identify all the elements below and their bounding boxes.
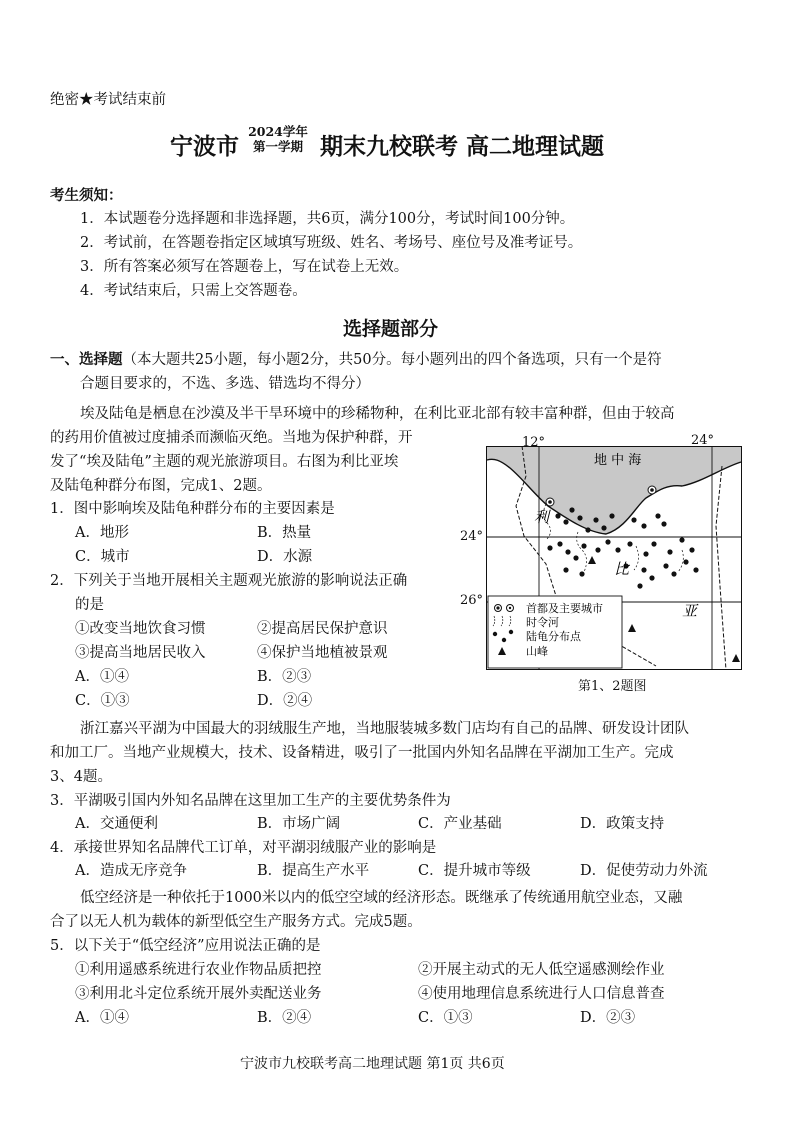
q5-stem: 5．以下关于“低空经济”应用说法正确的是 bbox=[50, 938, 321, 954]
passage3-line: 合了以无人机为载体的新型低空生产服务方式。完成5题。 bbox=[50, 914, 422, 930]
q2-statement: ④保护当地植被景观 bbox=[257, 645, 388, 661]
q5-statement: ③利用北斗定位系统开展外卖配送业务 bbox=[75, 986, 322, 1002]
notice-item: 1．本试题卷分选择题和非选择题，共6页，满分100分，考试时间100分钟。 bbox=[80, 211, 575, 227]
part1-heading bbox=[50, 348, 662, 372]
section-title: 选择题部分 bbox=[343, 318, 439, 340]
passage1-line: 发了“埃及陆龟”主题的观光旅游项目。右图为利比亚埃 bbox=[50, 454, 399, 470]
q2-statement: ①改变当地饮食习惯 bbox=[75, 621, 206, 637]
q3-stem: 3．平湖吸引国内外知名品牌在这里加工生产的主要优势条件为 bbox=[50, 793, 451, 809]
q3-option-d: D．政策支持 bbox=[580, 816, 665, 832]
notice-item: 4．考试结束后，只需上交答题卷。 bbox=[80, 283, 307, 299]
map-svg bbox=[486, 446, 742, 670]
q1-option-c: C．城市 bbox=[75, 549, 130, 565]
legend-label: 时令河 bbox=[526, 616, 559, 629]
q5-option-d: D．②③ bbox=[580, 1010, 636, 1026]
passage1-line: 的药用价值被过度捕杀而濒临灭绝。当地为保护种群，开 bbox=[50, 430, 413, 446]
notice-item: 3．所有答案必须写在答题卷上，写在试卷上无效。 bbox=[80, 259, 409, 275]
part1-desc-2: 合题目要求的，不选、多选、错选均不得分） bbox=[80, 376, 370, 392]
libya-tortoise-map bbox=[486, 446, 742, 670]
q2-option-b: B．②③ bbox=[257, 669, 312, 685]
page-footer: 宁波市九校联考高二地理试题 第1页 共6页 bbox=[240, 1056, 505, 1072]
notice-item: 2．考试前，在答题卷指定区域填写班级、姓名、考场号、座位号及准考证号。 bbox=[80, 235, 583, 251]
title-stack-bottom: 第一学期 bbox=[252, 139, 303, 154]
q2-statement: ②提高居民保护意识 bbox=[257, 621, 388, 637]
q5-statement: ②开展主动式的无人低空遥感测绘作业 bbox=[418, 962, 665, 978]
q4-stem: 4．承接世界知名品牌代工订单，对平湖羽绒服产业的影响是 bbox=[50, 840, 437, 856]
q2-option-c: C．①③ bbox=[75, 693, 130, 709]
lat-label-24: 24° bbox=[460, 529, 484, 544]
passage1-line: 埃及陆龟是栖息在沙漠及半干旱环境中的珍稀物种，在利比亚北部有较丰富种群，但由于较高 bbox=[80, 406, 675, 422]
legend-label: 山峰 bbox=[526, 645, 548, 658]
q1-option-d: D．水源 bbox=[257, 549, 313, 565]
q2-option-a: A．①④ bbox=[75, 669, 129, 685]
q2-option-d: D．②④ bbox=[257, 693, 313, 709]
country-char: 亚 bbox=[682, 602, 698, 620]
q1-option-b: B．热量 bbox=[257, 525, 312, 541]
q3-option-a: A．交通便利 bbox=[75, 816, 158, 832]
legend-label: 首都及主要城市 bbox=[526, 602, 603, 615]
part1-label: 一、选择题 bbox=[50, 351, 123, 368]
title-stack-top: 2024学年 bbox=[248, 124, 308, 139]
lon-label-24: 24° bbox=[691, 433, 715, 448]
q5-option-b: B．②④ bbox=[257, 1010, 312, 1026]
q1-stem: 1．图中影响埃及陆龟种群分布的主要因素是 bbox=[50, 501, 335, 517]
title-left: 宁波市 bbox=[170, 133, 239, 160]
country-char: 比 bbox=[614, 560, 630, 578]
q1-option-a: A．地形 bbox=[75, 525, 129, 541]
q4-option-b: B．提高生产水平 bbox=[257, 863, 370, 879]
title-right: 期末九校联考 高二地理试题 bbox=[320, 133, 605, 160]
q5-statement: ④使用地理信息系统进行人口信息普查 bbox=[418, 986, 665, 1002]
map-caption: 第1、2题图 bbox=[578, 679, 647, 694]
passage3-line: 低空经济是一种依托于1000米以内的低空空域的经济形态。既继承了传统通用航空业态，又融 bbox=[80, 890, 683, 906]
passage1-line: 及陆龟种群分布图，完成1、2题。 bbox=[50, 478, 272, 494]
q2-statement: ③提高当地居民收入 bbox=[75, 645, 206, 661]
sea-label: 地 中 海 bbox=[594, 453, 642, 468]
title-stack bbox=[240, 124, 316, 154]
lon-label-12: 12° bbox=[522, 435, 546, 450]
q5-option-c: C．①③ bbox=[418, 1010, 473, 1026]
q2-stem: 2．下列关于当地开展相关主题观光旅游的影响说法正确 bbox=[50, 573, 408, 589]
country-char: 利 bbox=[534, 508, 550, 526]
q4-option-c: C．提升城市等级 bbox=[418, 863, 531, 879]
lat-label-26: 26° bbox=[460, 593, 484, 608]
part1-desc: （本大题共25小题，每小题2分，共50分。每小题列出的四个备选项，只有一个是符 bbox=[122, 352, 662, 368]
q4-option-d: D．促使劳动力外流 bbox=[580, 863, 708, 879]
legend-label: 陆龟分布点 bbox=[526, 630, 581, 643]
q5-option-a: A．①④ bbox=[75, 1010, 129, 1026]
passage2-line: 和加工厂。当地产业规模大，技术、设备精进，吸引了一批国内外知名品牌在平湖加工生产。完成 bbox=[50, 745, 674, 761]
q3-option-c: C．产业基础 bbox=[418, 816, 502, 832]
q4-option-a: A．造成无序竞争 bbox=[75, 863, 187, 879]
secret-label: 绝密★考试结束前 bbox=[50, 92, 166, 108]
q5-statement: ①利用遥感系统进行农业作物品质把控 bbox=[75, 962, 322, 978]
notice-heading: 考生须知： bbox=[50, 187, 123, 204]
passage2-line: 3、4题。 bbox=[50, 769, 112, 785]
passage2-line: 浙江嘉兴平湖为中国最大的羽绒服生产地，当地服装城多数门店均有自己的品牌、研发设计团队 bbox=[80, 721, 689, 737]
q2-stem-2: 的是 bbox=[75, 597, 104, 613]
q3-option-b: B．市场广阔 bbox=[257, 816, 341, 832]
